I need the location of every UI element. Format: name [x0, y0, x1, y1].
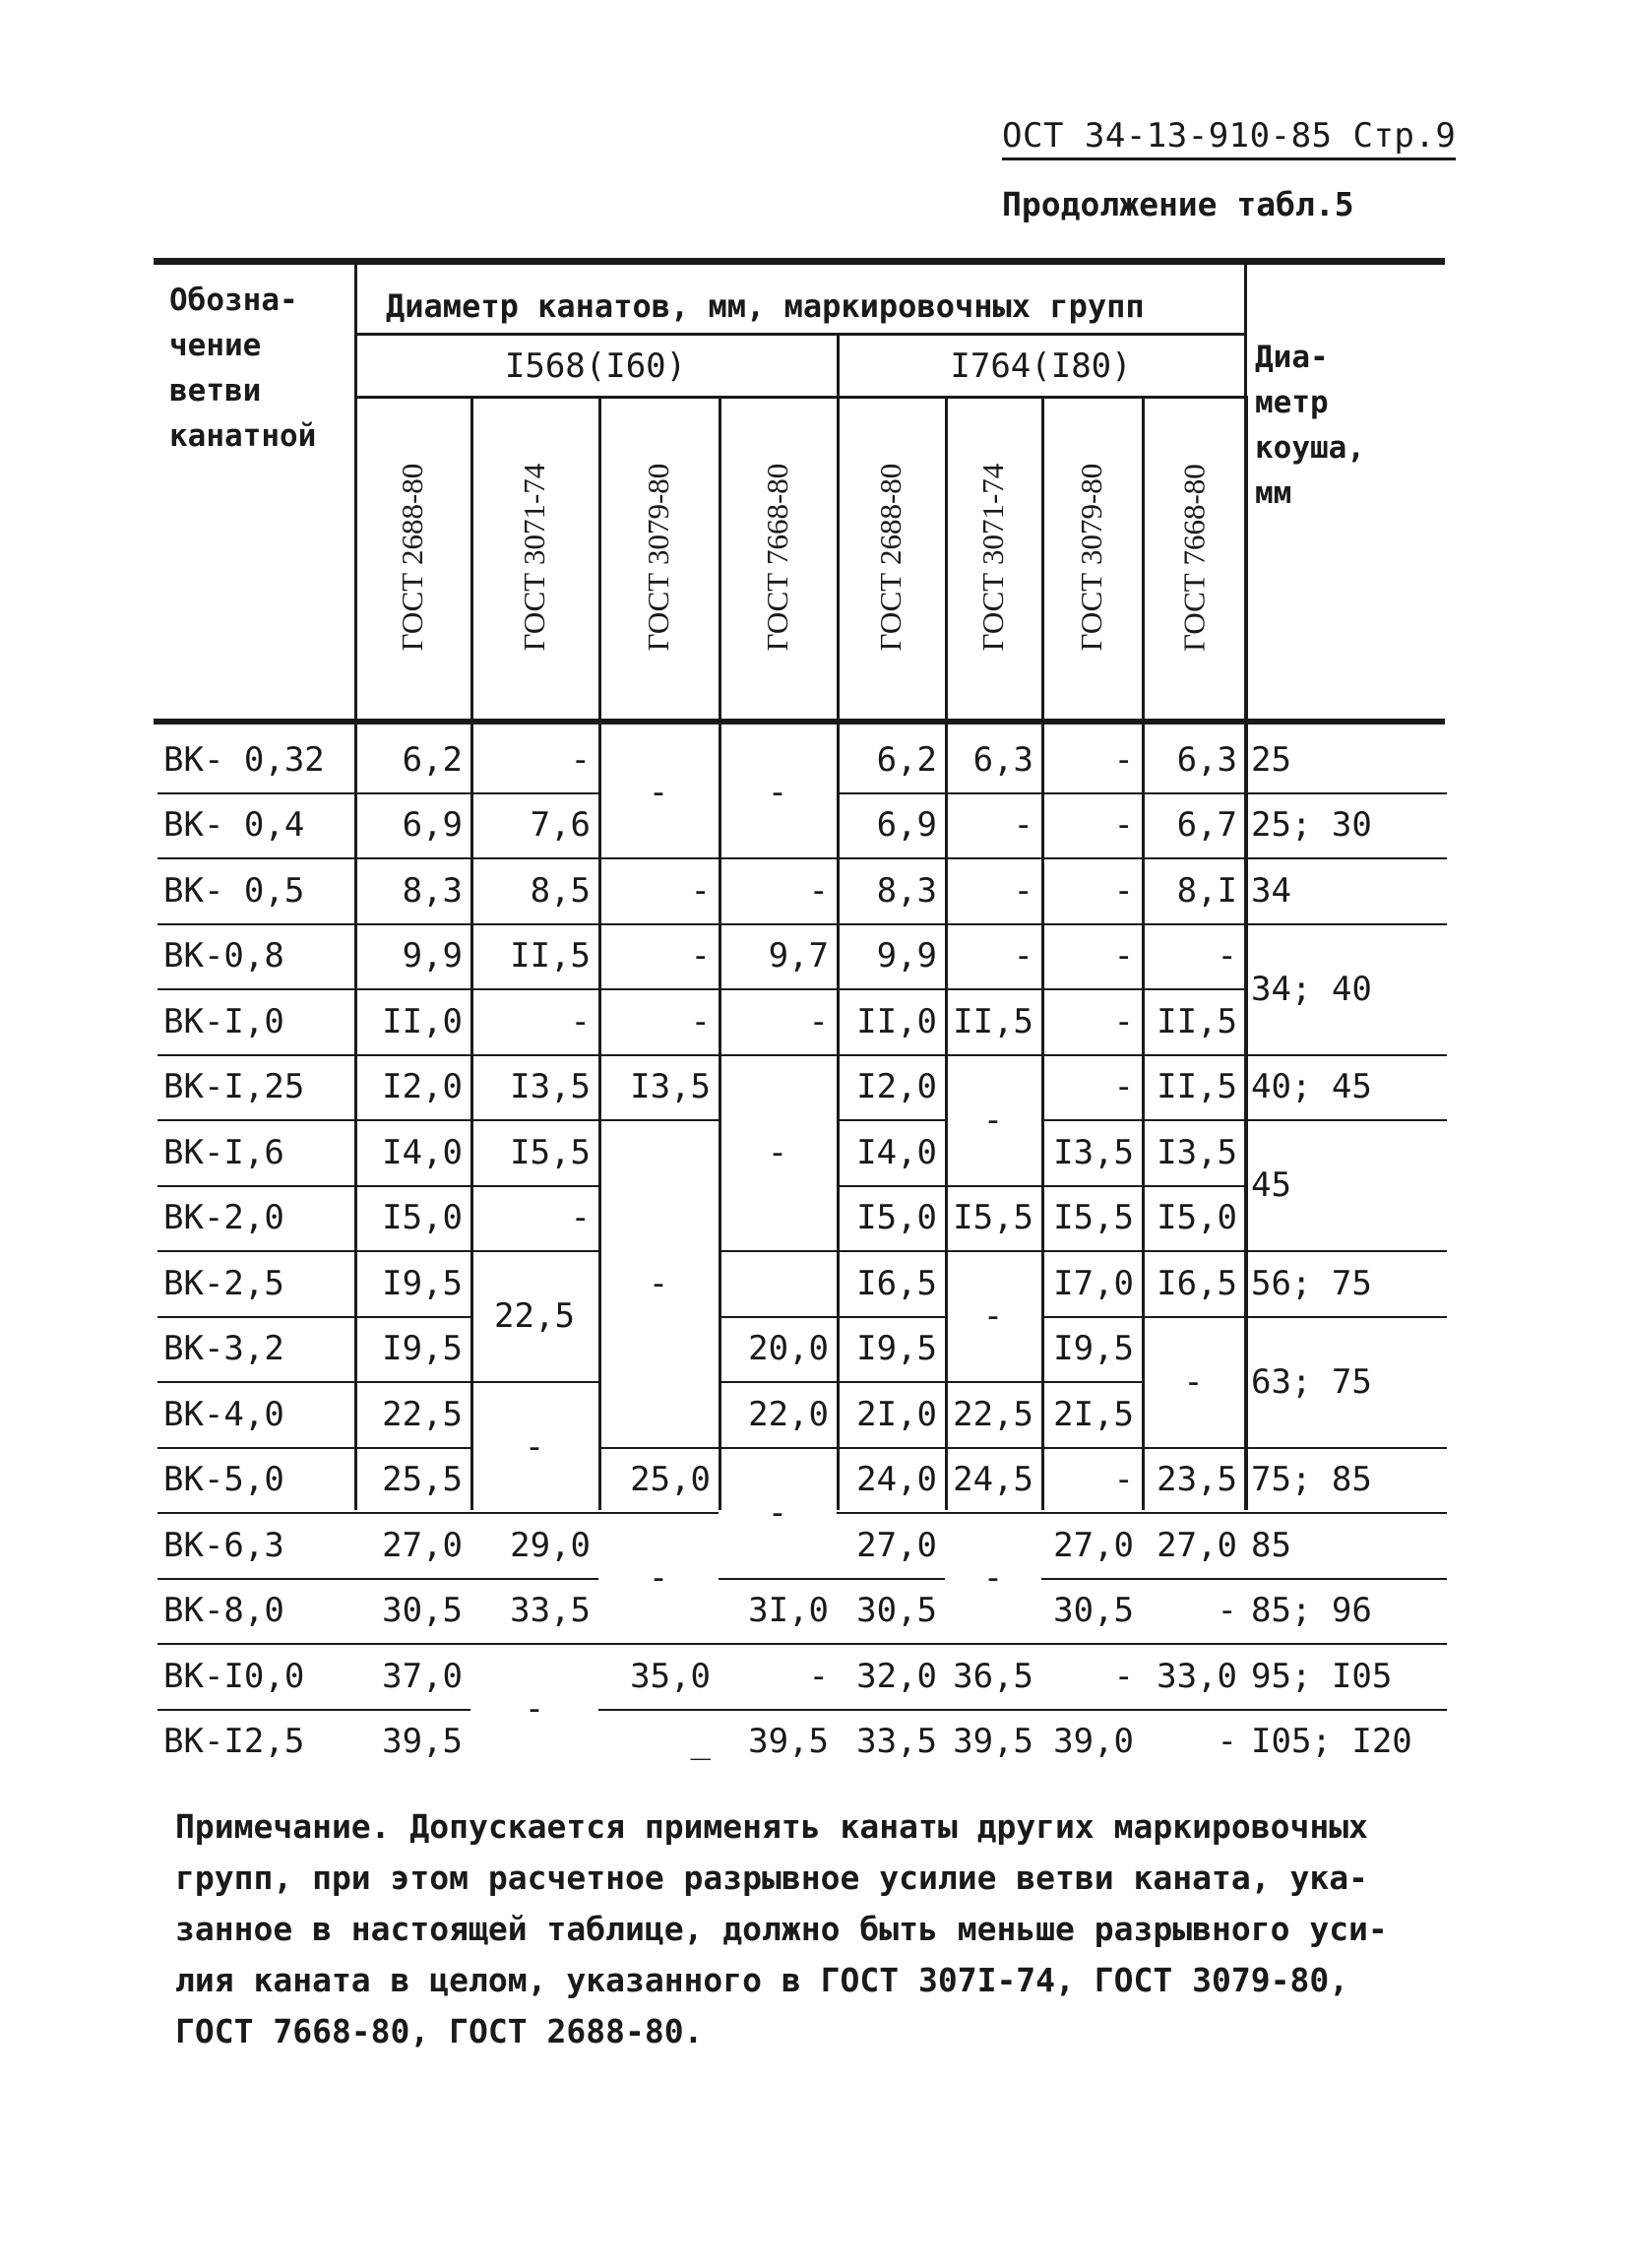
table-cell: -: [1113, 1001, 1134, 1041]
thimble-diameter-cell: 56; 75: [1251, 1263, 1372, 1303]
table-cell: -: [1113, 739, 1134, 780]
table-cell: 30,5: [382, 1591, 463, 1630]
standard-column-header: ГОСТ 3079-80: [1074, 463, 1108, 652]
table-cell: -: [1217, 936, 1237, 976]
table-cell: I3,5: [1157, 1132, 1237, 1172]
standard-column-header: ГОСТ 3079-80: [641, 463, 675, 652]
thimble-diameter-cell: 85; 96: [1251, 1591, 1372, 1630]
row-designation: ВК-I,25: [163, 1067, 305, 1106]
thimble-diameter-cell: 34; 40: [1251, 969, 1372, 1009]
merged-cell: -: [767, 1132, 788, 1172]
note-line: групп, при этом расчетное разрывное усилие ветви каната, ука-: [175, 1858, 1368, 1897]
table-cell: -: [1217, 1591, 1237, 1630]
table-top-rule: [154, 258, 1445, 265]
header-bottom-rule: [154, 719, 1445, 724]
table-cell: 30,5: [856, 1591, 937, 1630]
table-cell: 39,5: [382, 1722, 463, 1761]
table-cell: 33,5: [856, 1722, 937, 1761]
row-designation: ВК-6,3: [163, 1525, 284, 1565]
table-cell: 37,0: [382, 1656, 463, 1696]
table-cell: II,5: [1157, 1067, 1237, 1106]
thimble-diameter-cell: 25: [1251, 739, 1291, 780]
table-cell: -: [1113, 870, 1134, 911]
subgroup-header-rule: [354, 396, 1244, 399]
table-cell: I6,5: [856, 1263, 937, 1303]
table-cell: 29,0: [510, 1525, 591, 1565]
thimble-diameter-header: Диа- метр коуша, мм: [1255, 340, 1365, 511]
table-cell: 6,9: [402, 805, 463, 845]
table-cell: 6,2: [876, 739, 937, 780]
row-designation: ВК-8,0: [163, 1591, 284, 1630]
table-cell: -: [1113, 1656, 1134, 1696]
table-cell: 2I,0: [856, 1394, 937, 1434]
merged-cell: -: [767, 1492, 788, 1533]
table-cell: 24,0: [856, 1460, 937, 1499]
designation-header: Обозна- чение ветви канатной: [169, 283, 317, 454]
merged-cell: -: [524, 1688, 545, 1729]
standard-column-header: ГОСТ 2688-80: [873, 463, 907, 652]
merged-cell: -: [648, 1263, 669, 1303]
table-cell: I3,5: [1053, 1132, 1134, 1172]
note-line: ГОСТ 7668-80, ГОСТ 2688-80.: [175, 2012, 704, 2050]
table-cell: 27,0: [382, 1525, 463, 1565]
merged-cell: 22,5: [494, 1295, 575, 1336]
table-cell: I5,0: [1157, 1198, 1237, 1237]
standard-column-header: ГОСТ 3071-74: [975, 463, 1010, 652]
standard-column-header: ГОСТ 2688-80: [395, 463, 429, 652]
group-header-rule: [354, 333, 1244, 336]
thimble-diameter-cell: 40; 45: [1251, 1067, 1372, 1106]
table-cell: II,5: [953, 1001, 1033, 1041]
table-cell: I5,0: [382, 1198, 463, 1237]
row-rule: [719, 1250, 837, 1252]
merged-cell: -: [524, 1426, 545, 1467]
table-cell: I3,5: [510, 1067, 591, 1106]
table-cell: I2,0: [856, 1067, 937, 1106]
note-line: лия каната в целом, указанного в ГОСТ 307I-74, ГОСТ 3079-80,: [175, 1961, 1349, 1999]
group-divider: [837, 333, 840, 396]
table-cell: 23,5: [1157, 1460, 1237, 1499]
table-cell: 27,0: [1157, 1525, 1237, 1565]
table-cell: -: [1217, 1722, 1237, 1761]
table-cell: I4,0: [856, 1132, 937, 1172]
table-cell: 6,7: [1176, 805, 1237, 845]
table-cell: 33,0: [1157, 1656, 1237, 1696]
table-cell: 35,0: [630, 1656, 711, 1696]
standard-column-header: ГОСТ 7668-80: [760, 463, 794, 652]
table-cell: II,0: [856, 1001, 937, 1041]
table-cell: -: [1013, 805, 1033, 845]
row-designation: ВК-2,5: [163, 1263, 284, 1303]
table-cell: 39,5: [748, 1722, 829, 1761]
table-cell: -: [1013, 870, 1033, 911]
table-cell: I7,0: [1053, 1263, 1134, 1303]
table-cell: II,5: [1157, 1001, 1237, 1041]
table-cell: -: [1113, 1460, 1134, 1499]
table-cell: 32,0: [856, 1656, 937, 1696]
table-cell: 6,2: [402, 739, 463, 780]
table-cell: -: [1113, 1067, 1134, 1106]
table-cell: 22,0: [748, 1394, 829, 1434]
thimble-diameter-cell: 45: [1251, 1165, 1291, 1205]
table-cell: 27,0: [1053, 1525, 1134, 1565]
table-cell: 33,5: [510, 1591, 591, 1630]
table-cell: 36,5: [953, 1656, 1033, 1696]
table-cell: -: [808, 1001, 829, 1041]
table-cell: 8,3: [876, 870, 937, 911]
row-designation: ВК-4,0: [163, 1394, 284, 1434]
thimble-diameter-cell: 95; I05: [1251, 1656, 1393, 1696]
table-cell: I9,5: [856, 1329, 937, 1368]
table-note: [175, 1801, 1415, 2057]
table-cell: I5,5: [953, 1198, 1033, 1237]
table-cell: 20,0: [748, 1329, 829, 1368]
thimble-diameter-cell: 63; 75: [1251, 1361, 1372, 1402]
table-cell: 22,5: [953, 1394, 1033, 1434]
merged-cell: -: [648, 1557, 669, 1598]
merged-cell: -: [1183, 1361, 1204, 1402]
table-cell: -: [570, 739, 591, 780]
table-cell: -: [1113, 805, 1134, 845]
table-cell: I5,0: [856, 1198, 937, 1237]
table-cell: 2I,5: [1053, 1394, 1134, 1434]
table-cell: 9,9: [402, 936, 463, 976]
table-cell: 6,3: [972, 739, 1033, 780]
table-cell: 9,9: [876, 936, 937, 976]
table-cell: -: [1013, 936, 1033, 976]
merged-cell: -: [982, 1295, 1004, 1336]
thimble-diameter-cell: 25; 30: [1251, 805, 1372, 845]
table-cell: 7,6: [530, 805, 591, 845]
table-cell: 6,3: [1176, 739, 1237, 780]
merged-cell: -: [648, 772, 669, 812]
table-cell: 39,5: [953, 1722, 1033, 1761]
note-line: занное в настоящей таблице, должно быть меньше разрывного уси-: [175, 1910, 1388, 1948]
row-designation: ВК- 0,32: [163, 739, 325, 780]
table-cell: I5,5: [1053, 1198, 1134, 1237]
table-cell: I2,0: [382, 1067, 463, 1106]
standard-column-header: ГОСТ 3071-74: [517, 463, 551, 652]
table-cell: -: [570, 1001, 591, 1041]
row-designation: ВК-5,0: [163, 1460, 284, 1499]
row-designation: ВК-2,0: [163, 1198, 284, 1237]
row-designation: ВК-3,2: [163, 1329, 284, 1368]
table-cell: 3I,0: [748, 1591, 829, 1630]
group-header: Диаметр канатов, мм, маркировочных групп: [386, 287, 1145, 325]
table-cell: 9,7: [768, 936, 829, 976]
table-cell: II,0: [382, 1001, 463, 1041]
row-designation: ВК-0,8: [163, 936, 284, 976]
row-designation: ВК-I2,5: [163, 1722, 305, 1761]
table-cell: I9,5: [382, 1263, 463, 1303]
table-cell: -: [808, 870, 829, 911]
table-cell: -: [570, 1198, 591, 1237]
row-designation: ВК-I,0: [163, 1001, 284, 1041]
merged-cell: -: [982, 1557, 1004, 1598]
table-cell: 8,5: [530, 870, 591, 911]
thimble-diameter-cell: 34: [1251, 870, 1291, 911]
table-cell: 27,0: [856, 1525, 937, 1565]
merged-cell: -: [982, 1100, 1004, 1140]
row-designation: ВК-I,6: [163, 1132, 284, 1172]
row-designation: ВК- 0,5: [163, 870, 305, 911]
table-cell: II,5: [510, 936, 591, 976]
table-cell: I9,5: [382, 1329, 463, 1368]
table-cell: I6,5: [1157, 1263, 1237, 1303]
table-cell: -: [1113, 936, 1134, 976]
table-cell: 8,I: [1176, 870, 1237, 911]
row-designation: ВК- 0,4: [163, 805, 305, 845]
table-cell: -: [808, 1656, 829, 1696]
group-1764-header: I764(I80): [950, 346, 1132, 386]
table-cell: -: [690, 936, 711, 976]
note-line: Примечание. Допускается применять канаты других маркировочных: [175, 1807, 1368, 1846]
table-cell: I4,0: [382, 1132, 463, 1172]
table-cell: 39,0: [1053, 1722, 1134, 1761]
table-cell: _: [690, 1722, 711, 1761]
table-cell: I3,5: [630, 1067, 711, 1106]
table-cell: 24,5: [953, 1460, 1033, 1499]
thimble-diameter-cell: 85: [1251, 1525, 1291, 1565]
table-cell: -: [690, 1001, 711, 1041]
thimble-diameter-cell: 75; 85: [1251, 1460, 1372, 1499]
table-cell: 25,5: [382, 1460, 463, 1499]
table-cell: 25,0: [630, 1460, 711, 1499]
group-1568-header: I568(I60): [504, 346, 687, 386]
table-cell: 8,3: [402, 870, 463, 911]
table-cell: 22,5: [382, 1394, 463, 1434]
table-cell: 6,9: [876, 805, 937, 845]
table-cell: I9,5: [1053, 1329, 1134, 1368]
thimble-diameter-cell: I05; I20: [1251, 1722, 1412, 1761]
standard-column-header: ГОСТ 7668-80: [1175, 463, 1211, 652]
document-reference: ОСТ 34-13-910-85 Стр.9: [1002, 116, 1456, 160]
merged-cell: -: [767, 772, 788, 812]
table-cell: 30,5: [1053, 1591, 1134, 1630]
table-cell: -: [690, 870, 711, 911]
row-designation: ВК-I0,0: [163, 1656, 305, 1696]
table-continuation-caption: Продолжение табл.5: [1002, 185, 1354, 223]
table-cell: I5,5: [510, 1132, 591, 1172]
